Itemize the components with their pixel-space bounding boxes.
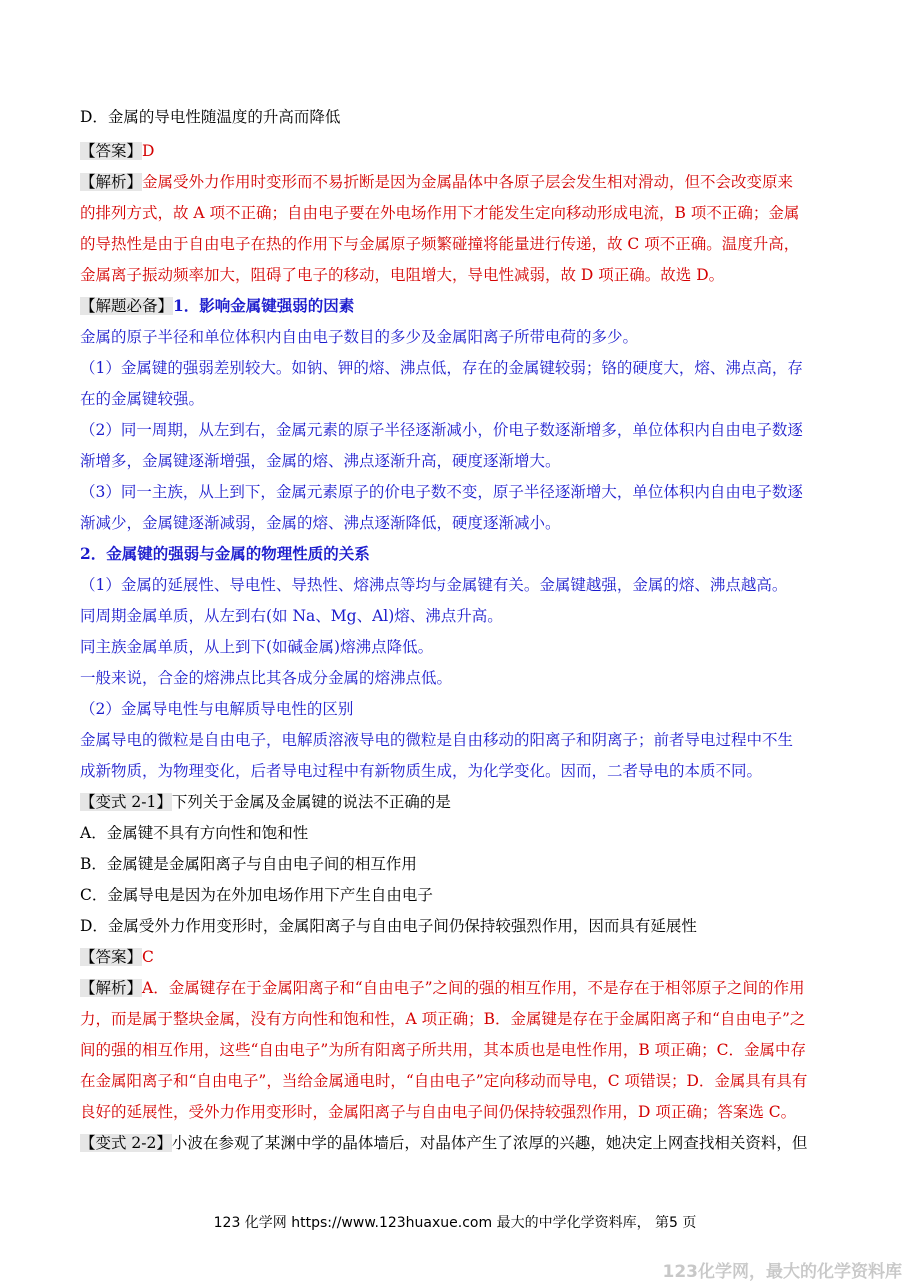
- essentials-line: 同主族金属单质，从上到下(如碱金属)熔沸点降低。: [80, 638, 434, 656]
- answer-value: C: [142, 948, 154, 966]
- variant-2-1-question: 【变式 2-1】下列关于金属及金属键的说法不正确的是: [80, 793, 451, 811]
- answer-tag: 【答案】: [80, 142, 143, 160]
- essentials-line: 金属导电的微粒是自由电子，电解质溶液导电的微粒是自由移动的阳离子和阴离子；前者导电过程中不生: [80, 731, 794, 749]
- essentials-line: 渐减少，金属键逐渐减弱，金属的熔、沸点逐渐降低，硬度逐渐减小。: [80, 514, 561, 532]
- q1-analysis-line: 的导热性是由于自由电子在热的作用下与金属原子频繁碰撞将能量进行传递，故 C 项不正确。温度升高，: [80, 235, 800, 253]
- essentials-line: （2）同一周期，从左到右，金属元素的原子半径逐渐减小，价电子数逐渐增多，单位体积内自由电子数逐: [80, 421, 803, 439]
- variant-2-2-question: 【变式 2-2】小波在参观了某渊中学的晶体墙后，对晶体产生了浓厚的兴趣，她决定上网查找相关资料，但: [80, 1134, 808, 1152]
- variant-tag: 【变式 2-1】: [80, 793, 172, 811]
- essentials-line: （1）金属的延展性、导电性、导热性、熔沸点等均与金属键有关。金属键越强，金属的熔、沸点越高。: [80, 576, 788, 594]
- answer-tag: 【答案】: [80, 948, 143, 966]
- variant-2-1-analysis-line: 间的强的相互作用，这些“自由电子”为所有阳离子所共用，其本质也是电性作用，B 项正确；C．金属中存: [80, 1041, 807, 1059]
- q1-analysis-line: 的排列方式，故 A 项不正确；自由电子要在外电场作用下才能发生定向移动形成电流，B 项不正确；金属: [80, 204, 800, 222]
- essentials-heading-2: 2．金属键的强弱与金属的物理性质的关系: [80, 544, 370, 563]
- q1-option-d: D．金属的导电性随温度的升高而降低: [80, 108, 341, 126]
- variant-2-1-option-c: C．金属导电是因为在外加电场作用下产生自由电子: [80, 886, 433, 904]
- variant-2-1-analysis-line: 良好的延展性，受外力作用变形时，金属阳离子与自由电子间仍保持较强烈作用，D 项正确；答案选 C。: [80, 1103, 797, 1121]
- watermark: 123化学网，最大的化学资料库: [662, 1262, 902, 1282]
- essentials-line: 金属的原子半径和单位体积内自由电子数目的多少及金属阳离子所带电荷的多少。: [80, 328, 639, 346]
- q1-analysis-line: 【解析】金属受外力作用时变形而不易折断是因为金属晶体中各原子层会发生相对滑动，但不会改变原来: [80, 173, 794, 191]
- variant-2-1-option-d: D．金属受外力作用变形时，金属阳离子与自由电子间仍保持较强烈作用，因而具有延展性: [80, 917, 697, 935]
- analysis-tag: 【解析】: [80, 173, 143, 191]
- variant-2-1-option-a: A．金属键不具有方向性和饱和性: [80, 824, 309, 842]
- essentials-tag: 【解题必备】: [80, 297, 174, 315]
- q1-analysis-line: 金属离子振动频率加大，阻碍了电子的移动，电阻增大，导电性减弱，故 D 项正确。故选 D。: [80, 266, 725, 284]
- essentials-line: （3）同一主族，从上到下，金属元素原子的价电子数不变，原子半径逐渐增大，单位体积内自由电子数逐: [80, 483, 803, 501]
- variant-tag: 【变式 2-2】: [80, 1134, 172, 1152]
- essentials-line: （1）金属键的强弱差别较大。如钠、钾的熔、沸点低，存在的金属键较弱；铬的硬度大，熔、沸点高，存: [80, 359, 803, 377]
- essentials-line: 成新物质，为物理变化，后者导电过程中有新物质生成，为化学变化。因而，二者导电的本质不同。: [80, 762, 763, 780]
- analysis-tag: 【解析】: [80, 979, 143, 997]
- answer-value: D: [142, 142, 155, 160]
- essentials-line: 同周期金属单质，从左到右(如 Na、Mg、Al)熔、沸点升高。: [80, 607, 503, 625]
- variant-2-1-option-b: B．金属键是金属阳离子与自由电子间的相互作用: [80, 855, 417, 873]
- variant-2-1-analysis-line: 力，而是属于整块金属，没有方向性和饱和性，A 项正确；B．金属键是存在于金属阳离子和“自由电子”之: [80, 1010, 806, 1028]
- variant-2-1-answer: [80, 946, 154, 968]
- q1-answer: [80, 140, 154, 162]
- variant-2-1-analysis-line: 【解析】A．金属键存在于金属阳离子和“自由电子”之间的强的相互作用，不是存在于相邻原子之间的作用: [80, 979, 805, 997]
- page-footer: 123 化学网 https://www.123huaxue.com 最大的中学化学资料库， 第5 页: [213, 1215, 697, 1231]
- essentials-line: 渐增多，金属键逐渐增强，金属的熔、沸点逐渐升高，硬度逐渐增大。: [80, 452, 561, 470]
- essentials-line: 一般来说，合金的熔沸点比其各成分金属的熔沸点低。: [80, 669, 453, 687]
- essentials-line: 在的金属键较强。: [80, 390, 205, 408]
- variant-2-1-analysis-line: 在金属阳离子和“自由电子”，当给金属通电时，“自由电子”定向移动而导电，C 项错误；D．金属具有具有: [80, 1072, 808, 1090]
- essentials-line: （2）金属导电性与电解质导电性的区别: [80, 700, 354, 718]
- essentials-heading-1: 【解题必备】1．影响金属键强弱的因素: [80, 296, 355, 315]
